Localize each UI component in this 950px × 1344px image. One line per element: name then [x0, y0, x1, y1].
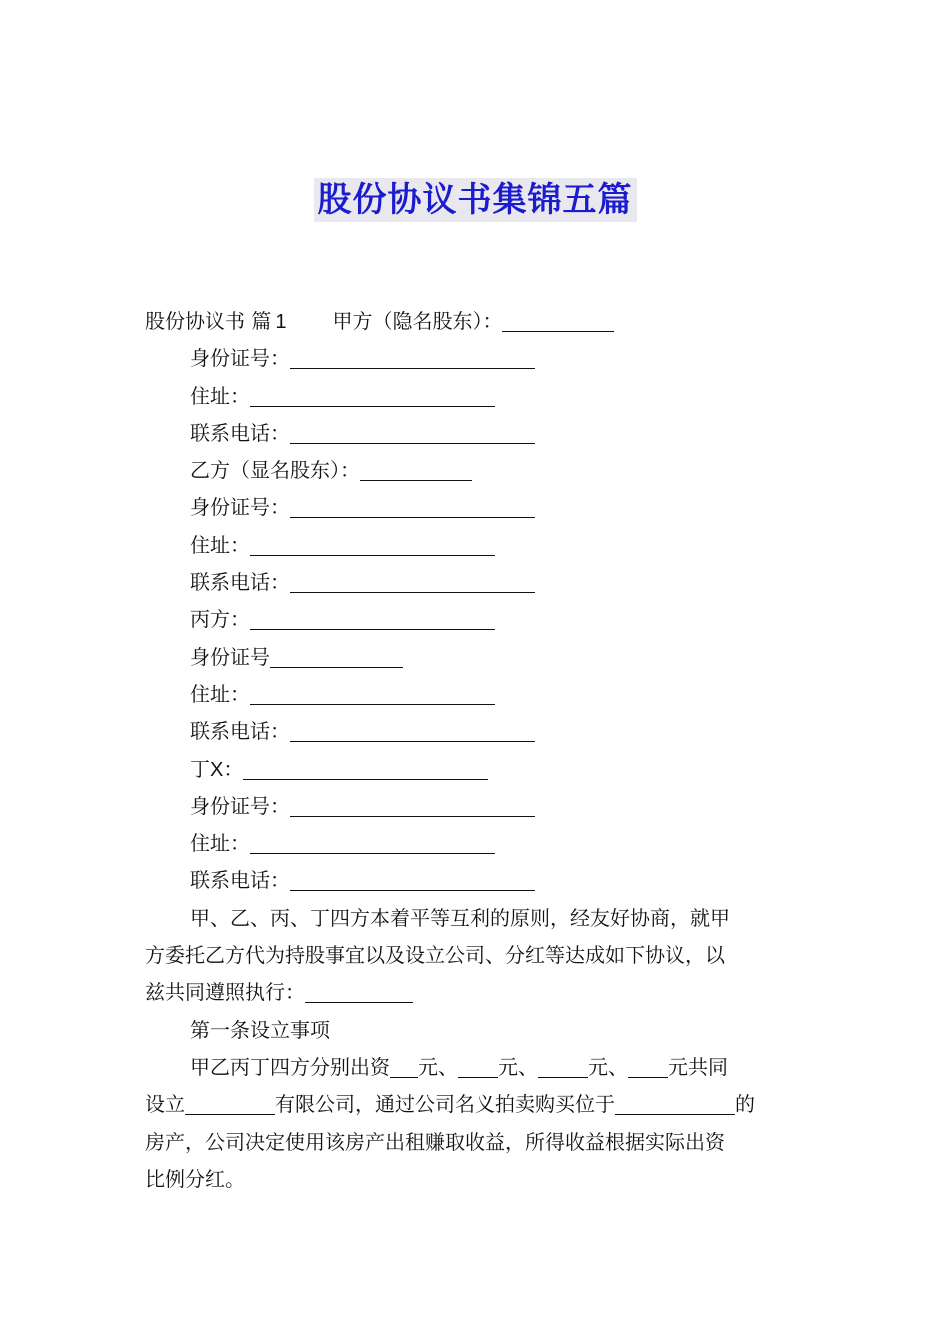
d-addr-line: [145, 825, 810, 862]
c-addr-label: 住址：: [190, 681, 250, 706]
capital-c-blank: [538, 1055, 588, 1078]
d-addr-blank: [250, 831, 495, 854]
capital-d-blank: [628, 1055, 668, 1078]
d-id-label: 身份证号：: [190, 793, 290, 818]
b-phone-label: 联系电话：: [190, 570, 290, 595]
d-label-line: [145, 751, 810, 788]
a-addr-line: [145, 378, 810, 415]
party-a-label: 甲方（隐名股东）：: [332, 309, 503, 333]
d-phone-line: [145, 862, 810, 899]
d-phone-label: 联系电话：: [190, 868, 290, 893]
c-id-label: 身份证号: [190, 644, 270, 669]
d-id-line: [145, 788, 810, 825]
c-phone-blank: [290, 719, 535, 742]
article1-title: 第一条设立事项: [190, 1017, 330, 1042]
b-id-line: [145, 489, 810, 526]
intro-text-1: 甲、乙、丙、丁四方本着平等互利的原则，经友好协商，就甲: [190, 905, 730, 930]
c-label: 丙方：: [190, 607, 250, 632]
intro-line-1: [145, 900, 810, 937]
d-id-blank: [290, 794, 535, 817]
d-addr-label: 住址：: [190, 831, 250, 856]
article1-p3: 房产，公司决定使用该房产出租赚取收益，所得收益根据实际出资: [145, 1129, 725, 1154]
article1-line-1: [145, 1049, 810, 1086]
b-phone-blank: [290, 570, 535, 593]
a-id-line: [145, 340, 810, 377]
intro-line-3: [145, 974, 810, 1011]
article1-p1: 甲乙丙丁四方分别出资: [190, 1054, 390, 1079]
heading-line: [145, 303, 810, 340]
c-label-blank: [250, 607, 495, 630]
c-id-blank: [270, 645, 403, 668]
a-id-label: 身份证号：: [190, 346, 290, 371]
yuan-sep-3: 元、: [588, 1054, 628, 1079]
b-phone-line: [145, 564, 810, 601]
intro-line-2: [145, 937, 810, 974]
article1-line-3: [145, 1124, 810, 1161]
yuan-sep-1: 元、: [418, 1054, 458, 1079]
article1-line-4: [145, 1161, 810, 1198]
d-label-x: X：: [210, 758, 244, 781]
d-label-cn: 丁: [190, 756, 210, 781]
c-addr-blank: [250, 682, 495, 705]
document-title: 股份协议书集锦五篇: [314, 178, 637, 222]
a-id-blank: [290, 346, 535, 369]
capital-a-blank: [390, 1055, 418, 1078]
yuan-sep-2: 元、: [498, 1054, 538, 1079]
a-phone-line: [145, 415, 810, 452]
company-name-blank: [185, 1092, 275, 1115]
article1-p2-end: 的: [735, 1092, 755, 1117]
c-label-line: [145, 601, 810, 638]
d-label-blank: [243, 757, 488, 780]
article1-line-2: [145, 1086, 810, 1123]
c-phone-line: [145, 713, 810, 750]
heading-number: 1: [275, 311, 287, 333]
a-phone-blank: [290, 421, 535, 444]
b-id-label: 身份证号：: [190, 495, 290, 520]
yuan-end: 元共同: [668, 1054, 728, 1079]
b-id-blank: [290, 495, 535, 518]
capital-b-blank: [458, 1055, 498, 1078]
article1-title-line: [145, 1012, 810, 1049]
article1-p4: 比例分红。: [145, 1166, 245, 1191]
a-addr-blank: [250, 384, 495, 407]
title-container: [0, 178, 950, 222]
b-label-blank: [360, 458, 472, 481]
intro-text-2: 方委托乙方代为持股事宜以及设立公司、分红等达成如下协议，以: [145, 943, 725, 968]
d-phone-blank: [290, 868, 535, 891]
intro-text-3: 兹共同遵照执行：: [145, 980, 305, 1005]
location-blank: [615, 1092, 735, 1115]
document-body: [145, 303, 810, 1198]
party-a-blank: [502, 309, 614, 332]
b-addr-blank: [250, 533, 495, 556]
b-addr-label: 住址：: [190, 532, 250, 557]
article1-p2-company: 有限公司，通过公司名义拍卖购买位于: [275, 1092, 615, 1117]
a-addr-label: 住址：: [190, 383, 250, 408]
c-addr-line: [145, 676, 810, 713]
article1-p2-start: 设立: [145, 1092, 185, 1117]
intro-blank: [305, 980, 413, 1003]
b-addr-line: [145, 527, 810, 564]
b-label-line: [145, 452, 810, 489]
heading-prefix: 股份协议书 篇: [145, 309, 272, 333]
c-phone-label: 联系电话：: [190, 719, 290, 744]
b-label: 乙方（显名股东）：: [190, 458, 360, 483]
a-phone-label: 联系电话：: [190, 420, 290, 445]
c-id-line: [145, 639, 810, 676]
